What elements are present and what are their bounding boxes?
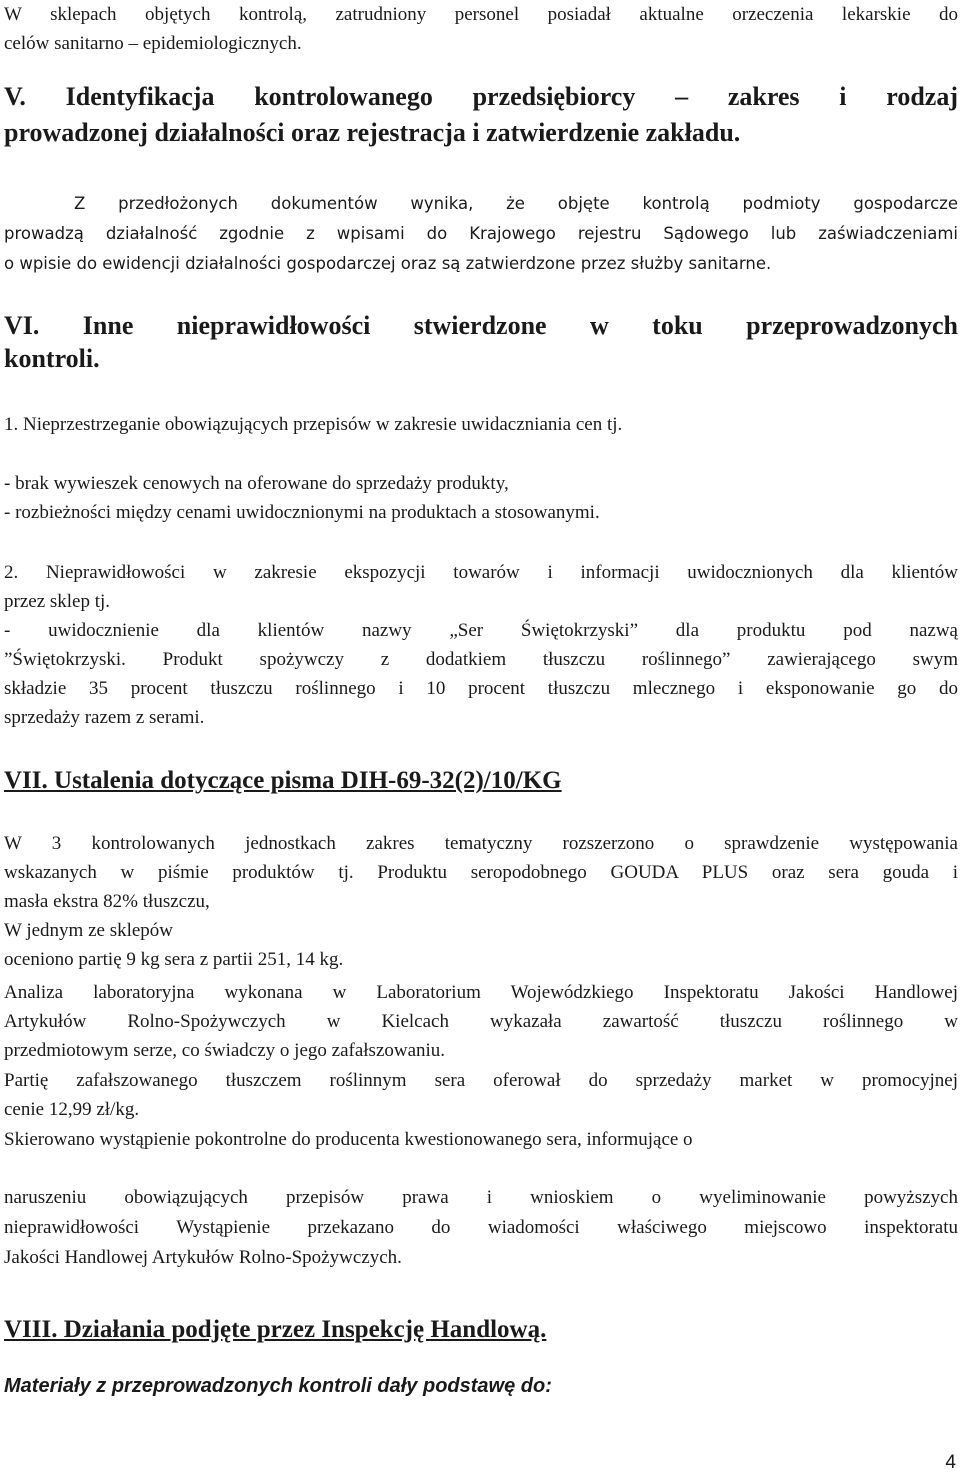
list-item: - brak wywieszek cenowych na oferowane do sprzedaży produkty,	[4, 473, 509, 494]
list-item: składzie 35 procent tłuszczu roślinnego i 10 procent tłuszczu mlecznego i eksponowanie go do	[4, 678, 958, 699]
section-heading-vi-cont: kontroli.	[4, 344, 100, 373]
closing-line: Materiały z przeprowadzonych kontroli dały podstawę do:	[4, 1375, 552, 1397]
paragraph-line: naruszeniu obowiązujących przepisów prawa i wnioskiem o wyeliminowanie powyższych	[4, 1187, 958, 1208]
section-heading-v-cont: prowadzonej działalności oraz rejestracja i zatwierdzenie zakładu.	[4, 118, 741, 147]
list-item: ”Świętokrzyski. Produkt spożywczy z dodatkiem tłuszczu roślinnego” zawierającego swym	[4, 649, 958, 670]
paragraph-line: Skierowano wystąpienie pokontrolne do producenta kwestionowanego sera, informujące o	[4, 1129, 693, 1150]
paragraph-line: o wpisie do ewidencji działalności gospodarczej oraz są zatwierdzone przez służby sanitarne.	[4, 254, 772, 273]
list-item: 2. Nieprawidłowości w zakresie ekspozycji towarów i informacji uwidocznionych dla klientów	[4, 562, 958, 583]
list-item: 1. Nieprzestrzeganie obowiązujących przepisów w zakresie uwidaczniania cen tj.	[4, 414, 623, 435]
paragraph-line: oceniono partię 9 kg sera z partii 251, 14 kg.	[4, 949, 344, 970]
paragraph-line: W sklepach objętych kontrolą, zatrudniony personel posiadał aktualne orzeczenia lekarskie do	[4, 4, 958, 25]
paragraph-line: prowadzą działalność zgodnie z wpisami do Krajowego rejestru Sądowego lub zaświadczeniami	[4, 224, 958, 243]
paragraph-line: Z przedłożonych dokumentów wynika, że objęte kontrolą podmioty gospodarcze	[74, 194, 958, 213]
paragraph-line: celów sanitarno – epidemiologicznych.	[4, 33, 302, 54]
section-heading-vii	[4, 765, 958, 797]
list-item: sprzedaży razem z serami.	[4, 707, 205, 728]
section-heading-viii	[4, 1314, 958, 1346]
list-item: przez sklep tj.	[4, 591, 111, 612]
page-number: 4	[945, 1452, 956, 1473]
list-item: - rozbieżności między cenami uwidocznionymi na produktach a stosowanymi.	[4, 502, 600, 523]
paragraph-line: W 3 kontrolowanych jednostkach zakres tematyczny rozszerzono o sprawdzenie występowania	[4, 833, 958, 854]
paragraph-line: nieprawidłowości Wystąpienie przekazano do wiadomości właściwego miejscowo inspektoratu	[4, 1217, 958, 1238]
list-item: - uwidocznienie dla klientów nazwy „Ser Świętokrzyski” dla produktu pod nazwą	[4, 620, 958, 641]
section-heading-vi: VI. Inne nieprawidłowości stwierdzone w toku przeprowadzonych	[4, 311, 958, 340]
paragraph-line: Partię zafałszowanego tłuszczem roślinnym sera oferował do sprzedaży market w promocyjnej	[4, 1070, 958, 1091]
section-heading-vii-text: VII. Ustalenia dotyczące pisma DIH-69-32(2)/10/KG	[4, 767, 562, 794]
section-heading-viii-text: VIII. Działania podjęte przez Inspekcję Handlową.	[4, 1316, 547, 1343]
paragraph-line: cenie 12,99 zł/kg.	[4, 1099, 140, 1120]
section-heading-v: V. Identyfikacja kontrolowanego przedsiębiorcy – zakres i rodzaj	[4, 82, 958, 111]
paragraph-line: W jednym ze sklepów	[4, 920, 174, 941]
paragraph-line: wskazanych w piśmie produktów tj. Produktu seropodobnego GOUDA PLUS oraz sera gouda i	[4, 862, 958, 883]
paragraph-line: Artykułów Rolno-Spożywczych w Kielcach wykazała zawartość tłuszczu roślinnego w	[4, 1011, 958, 1032]
paragraph-line: masła ekstra 82% tłuszczu,	[4, 891, 210, 912]
paragraph-line: Jakości Handlowej Artykułów Rolno-Spożywczych.	[4, 1247, 402, 1268]
paragraph-line: przedmiotowym serze, co świadczy o jego zafałszowaniu.	[4, 1040, 446, 1061]
paragraph-line: Analiza laboratoryjna wykonana w Laboratorium Wojewódzkiego Inspektoratu Jakości Handlowej	[4, 982, 958, 1003]
